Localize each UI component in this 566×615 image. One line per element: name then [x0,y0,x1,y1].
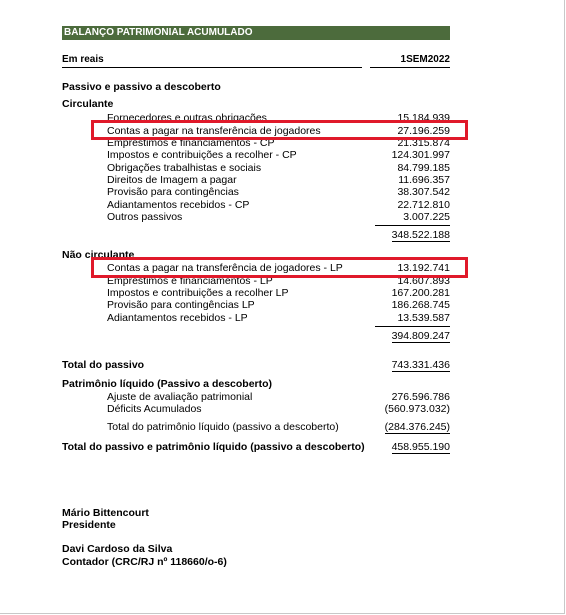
section-title: Passivo e passivo a descoberto [62,81,221,93]
highlight-box [91,257,468,278]
row-value: (560.973.032) [384,403,450,415]
row-label: Adiantamentos recebidos - LP [107,312,248,324]
total-passivo-label: Total do passivo [62,359,145,371]
row-value: 27.196.259 [397,125,450,137]
unit-label: Em reais [62,54,104,65]
row-label: Obrigações trabalhistas e sociais [107,162,262,174]
row-value: 3.007.225 [403,211,450,223]
row-value: 11.696.357 [398,174,450,186]
row-value: 38.307.542 [397,186,450,198]
signer-name: Mário Bittencourt [62,507,149,519]
grand-total-value: 458.955.190 [391,441,450,453]
highlight-box [91,120,468,140]
row-value: 124.301.997 [391,149,450,161]
circulante-total: 348.522.188 [391,229,450,241]
row-label: Contas a pagar na transferência de jogadores - LP [107,262,343,274]
row-value: 186.268.745 [391,299,450,311]
row-label: Fornecedores e outras obrigações [107,112,267,124]
subtotal-line [375,225,450,226]
patrimonio-title: Patrimônio líquido (Passivo a descoberto) [62,378,273,390]
header-row [62,54,450,68]
subtotal-line [375,326,450,327]
row-value: 13.192.741 [397,262,450,274]
row-label: Empréstimos e financiamentos - LP [107,275,273,287]
statement-title: BALANÇO PATRIMONIAL ACUMULADO [62,26,450,40]
nao-circulante-title: Não circulante [62,249,135,261]
signer-name: Davi Cardoso da Silva [62,543,173,555]
row-label: Provisão para contingências LP [107,299,255,311]
signer-role: Contador (CRC/RJ nº 118660/o-6) [62,556,227,568]
period-underline [370,67,450,68]
row-label: Contas a pagar na transferência de jogadores [107,125,321,137]
row-label: Déficits Acumulados [107,403,202,415]
row-label: Direitos de Imagem a pagar [107,174,237,186]
patrimonio-total-label: Total do patrimônio líquido (passivo a descoberto) [107,421,339,433]
row-value: 276.596.786 [391,391,450,403]
row-value: 14.607.893 [397,275,450,287]
patrimonio-total-value: (284.376.245) [384,421,450,433]
row-label: Impostos e contribuições a recolher - CP [107,149,297,161]
total-passivo-value: 743.331.436 [391,359,450,371]
row-value: 15.184.939 [397,112,450,124]
row-label: Provisão para contingências [107,186,239,198]
nao-circulante-total: 394.809.247 [391,330,450,342]
row-value: 84.799.185 [397,162,450,174]
row-value: 13.539.587 [397,312,450,324]
row-label: Empréstimos e financiamentos - CP [107,137,275,149]
period-label: 1SEM2022 [400,54,450,65]
signer-role: Presidente [62,519,116,531]
grand-total-label: Total do passivo e patrimônio líquido (passivo a descoberto) [62,441,365,453]
circulante-title: Circulante [62,98,114,110]
row-value: 22.712.810 [397,199,450,211]
row-label: Ajuste de avaliação patrimonial [107,391,253,403]
row-value: 21.315.874 [397,137,450,149]
row-label: Adiantamentos recebidos - CP [107,199,250,211]
header-underline [62,67,362,68]
row-label: Outros passivos [107,211,183,223]
row-value: 167.200.281 [391,287,450,299]
row-label: Impostos e contribuições a recolher LP [107,287,289,299]
